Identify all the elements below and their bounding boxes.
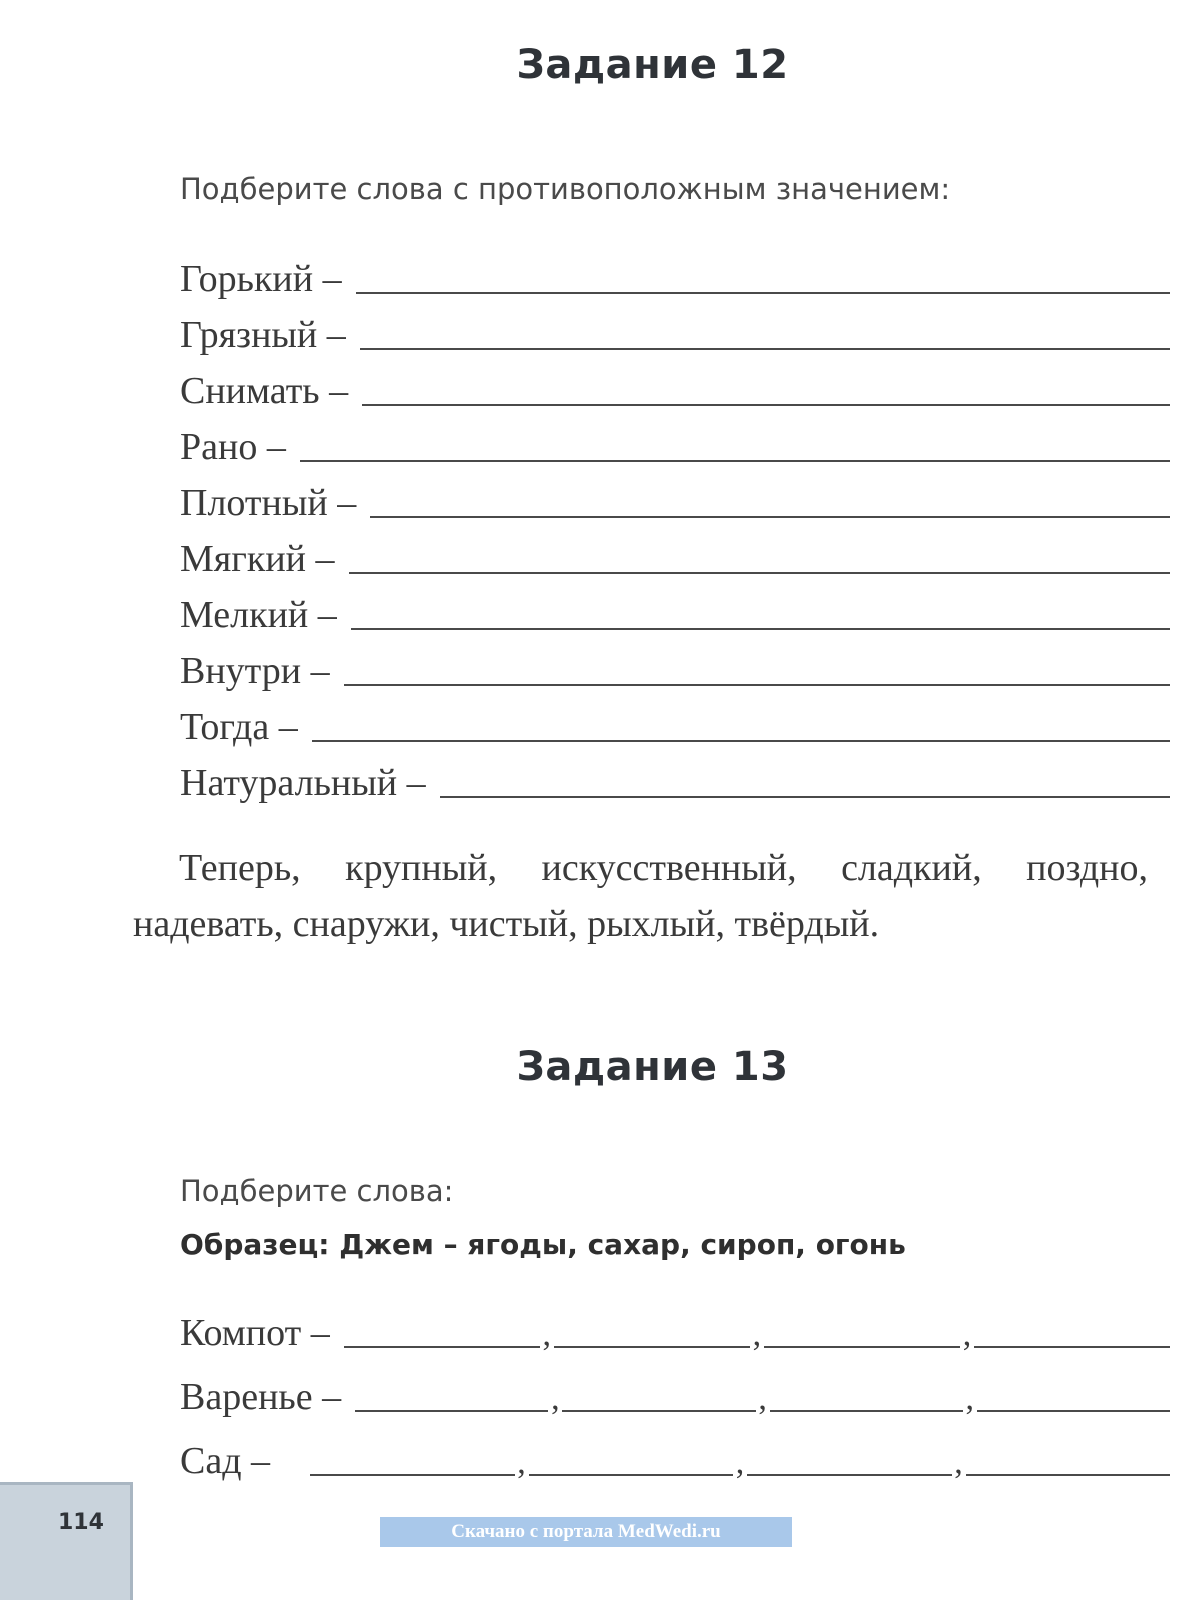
task-13-word: Сад – bbox=[180, 1440, 271, 1482]
task-13-instruction: Подберите слова: bbox=[180, 1174, 454, 1208]
answer-line[interactable] bbox=[344, 684, 1170, 686]
answer-line[interactable] bbox=[966, 1474, 1170, 1476]
task-13-word: Варенье – bbox=[180, 1376, 342, 1418]
task-12-row bbox=[180, 588, 1170, 634]
comma-separator: , bbox=[517, 1444, 526, 1481]
answer-line[interactable] bbox=[977, 1410, 1170, 1412]
page-number: 114 bbox=[58, 1510, 104, 1535]
task-12-word: Плотный – bbox=[180, 482, 357, 524]
task-12-row bbox=[180, 644, 1170, 690]
answer-blanks bbox=[355, 1382, 1170, 1416]
task-12-word: Мелкий – bbox=[180, 594, 337, 636]
answer-blanks bbox=[310, 1446, 1170, 1480]
comma-separator: , bbox=[965, 1380, 975, 1417]
task-12-row bbox=[180, 700, 1170, 746]
task-12-word: Горький – bbox=[180, 258, 342, 300]
task-12-word: Мягкий – bbox=[180, 538, 335, 580]
answer-line[interactable] bbox=[351, 628, 1170, 630]
answer-line[interactable] bbox=[349, 572, 1171, 574]
task-13-row bbox=[180, 1306, 1170, 1352]
task-12-word: Натуральный – bbox=[180, 762, 426, 804]
task-12-row bbox=[180, 252, 1170, 298]
task-13-word: Компот – bbox=[180, 1312, 330, 1354]
answer-line[interactable] bbox=[300, 460, 1170, 462]
comma-separator: , bbox=[962, 1316, 972, 1353]
answer-line[interactable] bbox=[310, 1474, 514, 1476]
task-12-answer-words: Теперь, крупный, искусственный, сладкий, поздно, надевать, снаружи, чистый, рыхлый, твёрдый. bbox=[133, 847, 1148, 945]
task-12-row bbox=[180, 308, 1170, 354]
answer-line[interactable] bbox=[360, 348, 1170, 350]
answer-line[interactable] bbox=[554, 1346, 750, 1348]
answer-blanks bbox=[344, 1318, 1170, 1352]
task-13-row bbox=[180, 1370, 1170, 1416]
task-12-word: Тогда – bbox=[180, 706, 298, 748]
answer-line[interactable] bbox=[764, 1346, 960, 1348]
task-13-row bbox=[180, 1434, 1170, 1480]
answer-line[interactable] bbox=[974, 1346, 1170, 1348]
comma-separator: , bbox=[735, 1444, 745, 1481]
comma-separator: , bbox=[954, 1444, 963, 1481]
answer-line[interactable] bbox=[344, 1346, 540, 1348]
comma-separator: , bbox=[752, 1316, 762, 1353]
task-12-word: Грязный – bbox=[180, 314, 346, 356]
task-12-row bbox=[180, 364, 1170, 410]
task-12-word: Внутри – bbox=[180, 650, 330, 692]
answer-line[interactable] bbox=[370, 516, 1170, 518]
answer-line[interactable] bbox=[355, 1410, 548, 1412]
page-number-tab bbox=[0, 1482, 133, 1600]
task-12-row bbox=[180, 476, 1170, 522]
watermark-banner: Скачано с портала MedWedi.ru bbox=[380, 1517, 792, 1547]
answer-line[interactable] bbox=[770, 1410, 963, 1412]
answer-line[interactable] bbox=[312, 740, 1170, 742]
comma-separator: , bbox=[542, 1316, 552, 1353]
answer-line[interactable] bbox=[362, 404, 1170, 406]
task-12-word: Рано – bbox=[180, 426, 286, 468]
task-12-row bbox=[180, 420, 1170, 466]
task-13-title: Задание 13 bbox=[516, 1044, 789, 1090]
answer-line[interactable] bbox=[440, 796, 1170, 798]
task-12-instruction: Подберите слова с противоположным значением: bbox=[180, 172, 951, 206]
task-12-row bbox=[180, 756, 1170, 802]
answer-line[interactable] bbox=[356, 292, 1170, 294]
answer-line[interactable] bbox=[562, 1410, 755, 1412]
task-12-title: Задание 12 bbox=[516, 42, 789, 88]
comma-separator: , bbox=[758, 1380, 767, 1417]
answer-line[interactable] bbox=[747, 1474, 951, 1476]
task-12-word: Снимать – bbox=[180, 370, 349, 412]
comma-separator: , bbox=[551, 1380, 560, 1417]
task-13-sample: Образец: Джем – ягоды, сахар, сироп, огонь bbox=[180, 1228, 906, 1261]
answer-line[interactable] bbox=[529, 1474, 733, 1476]
task-12-row bbox=[180, 532, 1170, 578]
